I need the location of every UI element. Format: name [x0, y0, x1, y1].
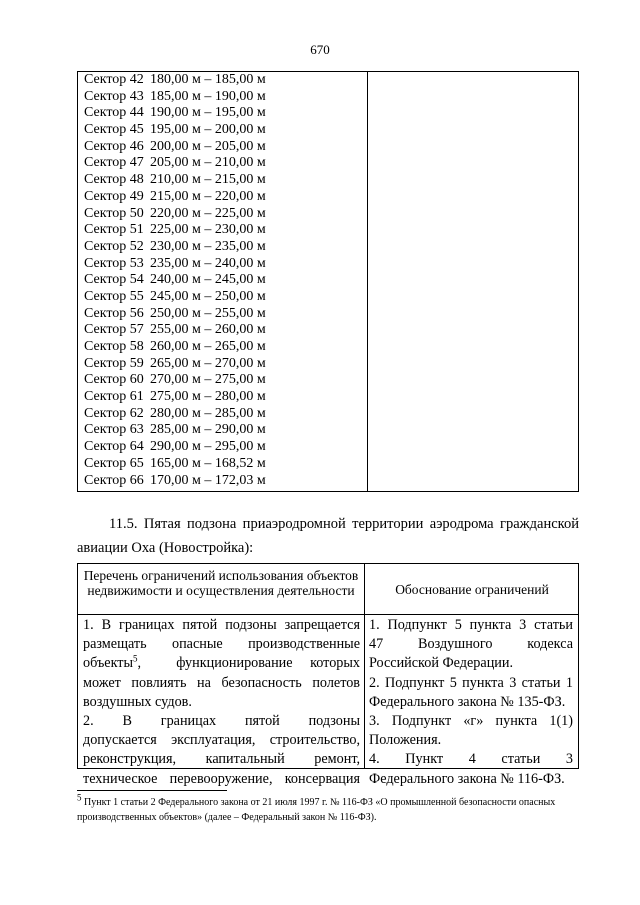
- table-row: [84, 206, 266, 223]
- table-row: [84, 272, 266, 289]
- sector-name: Сектор 46: [84, 138, 144, 154]
- sector-range: 270,00 м – 275,00 м: [150, 372, 266, 388]
- sector-name: Сектор 45: [84, 122, 144, 138]
- sector-range: 205,00 м – 210,00 м: [150, 155, 266, 171]
- table-row: [84, 155, 266, 172]
- table-row: [84, 239, 266, 256]
- sector-range: 185,00 м – 190,00 м: [150, 88, 266, 104]
- footnote-text: Пункт 1 статьи 2 Федерального закона от 21 июля 1997 г. № 116-ФЗ «О промышленной безопасности опасных производственных объектов» (далее – Федеральный закон № 116-ФЗ).: [77, 797, 556, 823]
- sector-name: Сектор 62: [84, 405, 144, 421]
- sector-range: 200,00 м – 205,00 м: [150, 138, 266, 154]
- table-row: [84, 406, 266, 423]
- table-row: [84, 339, 266, 356]
- restrictions-header-left: Перечень ограничений использования объектов недвижимости и осуществления деятельности: [83, 568, 359, 598]
- footnote-mark: 5: [77, 792, 82, 803]
- sector-name: Сектор 42: [84, 72, 144, 87]
- table-row: [84, 456, 266, 473]
- sector-name: Сектор 63: [84, 422, 144, 438]
- sector-name: Сектор 61: [84, 389, 144, 405]
- table-row: [84, 439, 266, 456]
- sector-name: Сектор 57: [84, 322, 144, 338]
- table-row: [84, 222, 266, 239]
- table-row: [84, 139, 266, 156]
- sector-name: Сектор 53: [84, 255, 144, 271]
- sector-range: 230,00 м – 235,00 м: [150, 238, 266, 254]
- sector-range: 280,00 м – 285,00 м: [150, 405, 266, 421]
- sector-name: Сектор 50: [84, 205, 144, 221]
- table-row: [84, 256, 266, 273]
- right-line: Федерального закона № 135-ФЗ.: [369, 693, 566, 710]
- sector-range: 260,00 м – 265,00 м: [150, 339, 266, 354]
- sector-name: Сектор 59: [84, 355, 144, 371]
- right-line: Положения.: [369, 732, 442, 749]
- sector-range: 180,00 м – 185,00 м: [150, 72, 266, 87]
- sector-name: Сектор 48: [84, 172, 144, 188]
- sector-range: 240,00 м – 245,00 м: [150, 272, 266, 288]
- table-row: [84, 306, 266, 323]
- section-heading-line-2: авиации Оха (Новостройка):: [77, 540, 254, 556]
- sector-name: Сектор 56: [84, 305, 144, 321]
- right-line: 3. Подпункт «г» пункта 1(1): [369, 713, 573, 730]
- sector-range: 165,00 м – 168,52 м: [150, 455, 266, 471]
- right-line: 2. Подпункт 5 пункта 3 статьи 1: [369, 674, 573, 691]
- footnote-separator: [77, 790, 227, 791]
- right-line: 47 Воздушного кодекса: [369, 636, 573, 653]
- table-row: [84, 122, 266, 139]
- right-line: 4. Пункт 4 статьи 3: [369, 751, 573, 768]
- table-row: [84, 189, 266, 206]
- sector-range: 285,00 м – 290,00 м: [150, 422, 266, 438]
- table-row: [84, 389, 266, 406]
- right-line: Федерального закона № 116-ФЗ.: [369, 770, 565, 787]
- table-column-divider: [367, 72, 368, 491]
- restrictions-column-divider: [364, 564, 365, 768]
- left-line: реконструкция, капитальный ремонт,: [83, 751, 360, 768]
- footnote-reference: 5: [133, 653, 138, 664]
- sector-range: 250,00 м – 255,00 м: [150, 305, 266, 321]
- table-row: [84, 473, 266, 490]
- sector-name: Сектор 64: [84, 439, 144, 455]
- sector-rows: [84, 72, 266, 489]
- sector-range: 225,00 м – 230,00 м: [150, 222, 266, 238]
- left-line: 1. В границах пятой подзоны запрещается: [83, 617, 360, 633]
- left-line: техническое перевооружение, консервация: [83, 770, 360, 787]
- right-line: Российской Федерации.: [369, 655, 514, 672]
- sector-range: 220,00 м – 225,00 м: [150, 205, 266, 221]
- sector-name: Сектор 54: [84, 272, 144, 288]
- sector-name: Сектор 55: [84, 288, 144, 304]
- sector-name: Сектор 51: [84, 222, 144, 238]
- sector-range: 190,00 м – 195,00 м: [150, 105, 266, 121]
- table-row: [84, 372, 266, 389]
- section-heading: [77, 512, 579, 560]
- sector-range: 275,00 м – 280,00 м: [150, 389, 266, 405]
- table-row: [84, 172, 266, 189]
- sector-name: Сектор 49: [84, 188, 144, 204]
- sector-range: 265,00 м – 270,00 м: [150, 355, 266, 371]
- sector-name: Сектор 47: [84, 155, 144, 171]
- sector-range: 290,00 м – 295,00 м: [150, 439, 266, 455]
- sector-name: Сектор 52: [84, 238, 144, 254]
- sector-range: 195,00 м – 200,00 м: [150, 122, 266, 138]
- left-line-objects: объекты: [83, 655, 134, 672]
- sector-range: 215,00 м – 220,00 м: [150, 188, 266, 204]
- sector-table: [77, 71, 579, 492]
- table-row: [84, 356, 266, 373]
- left-line: допускается эксплуатация, строительство,: [83, 732, 360, 749]
- sector-range: 170,00 м – 172,03 м: [150, 472, 266, 488]
- sector-name: Сектор 60: [84, 372, 144, 388]
- page-number: 670: [310, 42, 330, 57]
- section-heading-line-1: 11.5. Пятая подзона приаэродромной территории аэродрома гражданской: [109, 516, 579, 532]
- table-row: [84, 105, 266, 122]
- right-line: 1. Подпункт 5 пункта 3 статьи: [369, 617, 573, 633]
- restrictions-left-cell: [83, 616, 360, 789]
- table-row: [84, 322, 266, 339]
- sector-range: 245,00 м – 250,00 м: [150, 288, 266, 304]
- sector-name: Сектор 44: [84, 105, 144, 121]
- left-line: размещать опасные производственные: [83, 636, 360, 653]
- sector-name: Сектор 43: [84, 88, 144, 104]
- table-row: [84, 72, 266, 89]
- sector-name: Сектор 65: [84, 455, 144, 471]
- restrictions-table: [77, 563, 579, 787]
- left-line: может повлиять на безопасность полетов: [83, 674, 360, 691]
- sector-range: 210,00 м – 215,00 м: [150, 172, 266, 188]
- table-row: [84, 422, 266, 439]
- left-line: воздушных судов.: [83, 693, 192, 710]
- left-line: 2. В границах пятой подзоны: [83, 713, 360, 730]
- restrictions-header-right: Обоснование ограничений: [395, 582, 549, 597]
- restrictions-right-cell: [369, 616, 573, 789]
- restrictions-header-divider: [78, 614, 578, 615]
- table-row: [84, 289, 266, 306]
- left-line: объекты$^5$, функционирование которых: [83, 653, 361, 672]
- sector-name: Сектор 66: [84, 472, 144, 488]
- sector-name: Сектор 58: [84, 339, 144, 354]
- sector-range: 255,00 м – 260,00 м: [150, 322, 266, 338]
- left-line-functioning: функционирование которых: [176, 655, 361, 672]
- sector-range: 235,00 м – 240,00 м: [150, 255, 266, 271]
- table-row: [84, 89, 266, 106]
- footnote: [77, 792, 587, 825]
